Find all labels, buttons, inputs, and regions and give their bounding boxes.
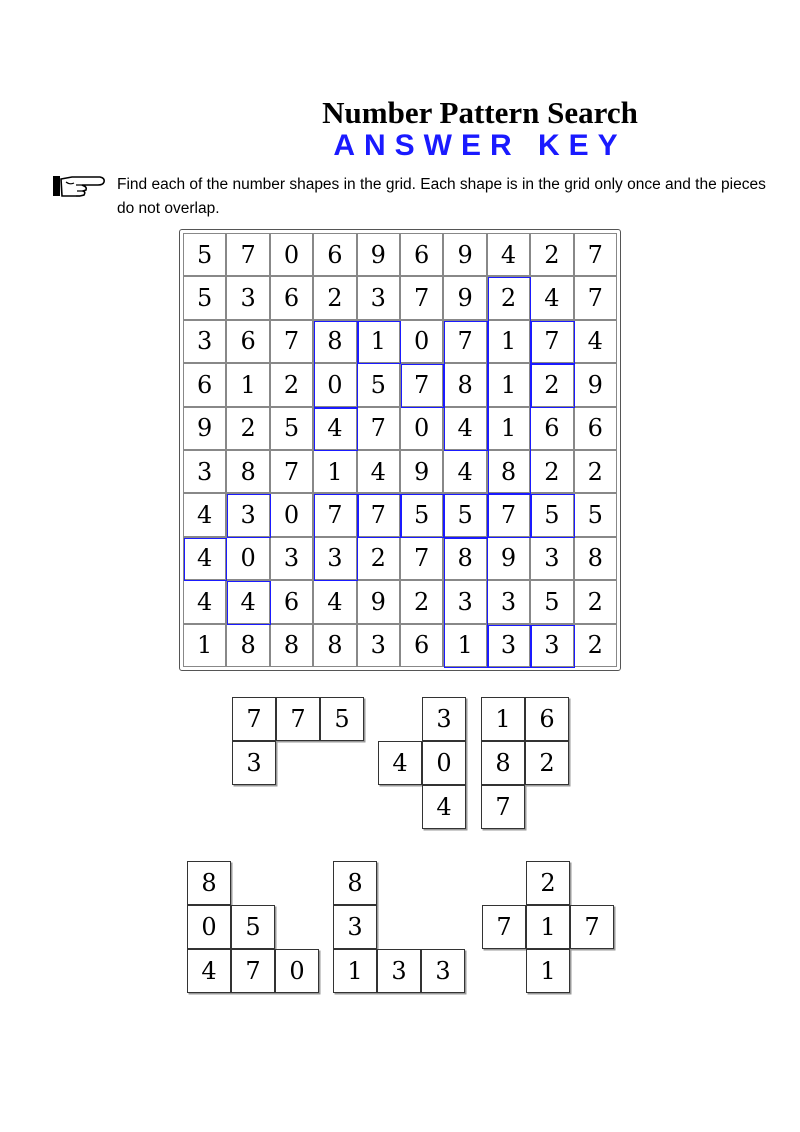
shape-cell: 4 (422, 785, 466, 829)
grid-cell: 2 (574, 450, 617, 493)
instructions-text: Find each of the number shapes in the grid. Each shape is in the grid only once and the pieces do not overlap. (117, 176, 766, 217)
grid-cell: 0 (313, 363, 356, 406)
grid-cell: 3 (183, 450, 226, 493)
grid-cell: 2 (574, 580, 617, 623)
grid-cell: 8 (443, 537, 486, 580)
grid-cell: 4 (574, 320, 617, 363)
shape-cell: 7 (231, 949, 275, 993)
grid-cell: 9 (357, 580, 400, 623)
grid-cell: 2 (400, 580, 443, 623)
grid-cell: 9 (443, 233, 486, 276)
pointing-hand-icon (52, 172, 106, 200)
shape-cell: 5 (320, 697, 364, 741)
grid-cell: 8 (270, 624, 313, 667)
shape-cell: 3 (377, 949, 421, 993)
shape-cell: 3 (232, 741, 276, 785)
grid-cell: 5 (443, 493, 486, 536)
grid-cell: 9 (400, 450, 443, 493)
grid-cell: 5 (270, 407, 313, 450)
grid-cell: 7 (226, 233, 269, 276)
grid-cell: 8 (313, 624, 356, 667)
shape-cell: 7 (482, 905, 526, 949)
shape-cell: 1 (481, 697, 525, 741)
grid-cell: 0 (400, 407, 443, 450)
grid-cell: 6 (270, 580, 313, 623)
grid-cell: 1 (487, 363, 530, 406)
shape-cell: 4 (187, 949, 231, 993)
grid-cell: 3 (443, 580, 486, 623)
grid-cell: 6 (183, 363, 226, 406)
shape-cell: 5 (231, 905, 275, 949)
shape-cell: 1 (333, 949, 377, 993)
grid-cell: 3 (357, 276, 400, 319)
shape-cell: 3 (421, 949, 465, 993)
shape-cell: 8 (333, 861, 377, 905)
shape-cell: 4 (378, 741, 422, 785)
grid-cell: 3 (226, 493, 269, 536)
shape-cell: 7 (570, 905, 614, 949)
grid-cell: 5 (183, 276, 226, 319)
grid-cell: 5 (530, 493, 573, 536)
grid-cell: 6 (574, 407, 617, 450)
grid-cell: 2 (226, 407, 269, 450)
grid-cell: 4 (313, 407, 356, 450)
shape-cell: 0 (187, 905, 231, 949)
shape-cell: 6 (525, 697, 569, 741)
grid-cell: 4 (183, 493, 226, 536)
grid-cell: 0 (270, 493, 313, 536)
shape-cell: 7 (232, 697, 276, 741)
shape-cell: 0 (275, 949, 319, 993)
grid-cell: 4 (313, 580, 356, 623)
grid-cell: 6 (226, 320, 269, 363)
grid-cell: 9 (487, 537, 530, 580)
grid-cell: 5 (357, 363, 400, 406)
grid-cell: 7 (530, 320, 573, 363)
grid-cell: 3 (530, 624, 573, 667)
shape-cell: 1 (526, 905, 570, 949)
grid-cell: 3 (183, 320, 226, 363)
grid-cell: 4 (443, 450, 486, 493)
grid-cell: 1 (226, 363, 269, 406)
shape-cell: 3 (333, 905, 377, 949)
grid-cell: 2 (270, 363, 313, 406)
answer-key-subtitle: ANSWER KEY (333, 129, 627, 162)
grid-cell: 4 (183, 580, 226, 623)
grid-cell: 3 (226, 276, 269, 319)
grid-cell: 4 (443, 407, 486, 450)
grid-cell: 7 (400, 537, 443, 580)
grid-cell: 0 (400, 320, 443, 363)
grid-cell: 6 (313, 233, 356, 276)
shape-cell: 8 (481, 741, 525, 785)
shape-cell: 0 (422, 741, 466, 785)
grid-cell: 0 (226, 537, 269, 580)
grid-cell: 8 (313, 320, 356, 363)
grid-cell: 1 (357, 320, 400, 363)
grid-cell: 8 (487, 450, 530, 493)
grid-cell: 3 (357, 624, 400, 667)
grid-cell: 7 (270, 320, 313, 363)
grid-cell: 2 (530, 363, 573, 406)
grid-cell: 9 (574, 363, 617, 406)
grid-cell: 5 (183, 233, 226, 276)
grid-cell: 0 (270, 233, 313, 276)
grid-cell: 6 (270, 276, 313, 319)
grid-cell: 2 (357, 537, 400, 580)
shape-cell: 7 (276, 697, 320, 741)
grid-cell: 3 (313, 537, 356, 580)
grid-cell: 4 (183, 537, 226, 580)
grid-cell: 9 (183, 407, 226, 450)
grid-cell: 2 (574, 624, 617, 667)
grid-cell: 9 (443, 276, 486, 319)
grid-cell: 4 (357, 450, 400, 493)
grid-cell: 1 (313, 450, 356, 493)
grid-cell: 2 (530, 450, 573, 493)
grid-cell: 4 (226, 580, 269, 623)
page-title: Number Pattern Search (322, 95, 638, 130)
grid-cell: 7 (487, 493, 530, 536)
grid-cell: 2 (487, 276, 530, 319)
grid-cell: 3 (270, 537, 313, 580)
grid-cell: 1 (443, 624, 486, 667)
grid-cell: 2 (530, 233, 573, 276)
grid-cell: 7 (574, 233, 617, 276)
grid-cell: 8 (443, 363, 486, 406)
grid-cell: 7 (270, 450, 313, 493)
shape-cell: 7 (481, 785, 525, 829)
grid-cell: 8 (574, 537, 617, 580)
shape-cell: 1 (526, 949, 570, 993)
number-grid (183, 233, 617, 667)
grid-cell: 1 (183, 624, 226, 667)
grid-cell: 1 (487, 320, 530, 363)
grid-cell: 5 (574, 493, 617, 536)
grid-cell: 6 (400, 624, 443, 667)
grid-cell: 7 (357, 407, 400, 450)
grid-cell: 6 (530, 407, 573, 450)
grid-cell: 6 (400, 233, 443, 276)
grid-cell: 7 (443, 320, 486, 363)
grid-cell: 1 (487, 407, 530, 450)
grid-cell: 7 (400, 276, 443, 319)
grid-cell: 2 (313, 276, 356, 319)
grid-cell: 8 (226, 624, 269, 667)
grid-cell: 5 (530, 580, 573, 623)
grid-cell: 4 (530, 276, 573, 319)
grid-cell: 3 (487, 624, 530, 667)
grid-cell: 7 (400, 363, 443, 406)
shape-cell: 8 (187, 861, 231, 905)
grid-cell: 9 (357, 233, 400, 276)
grid-cell: 4 (487, 233, 530, 276)
grid-cell: 7 (357, 493, 400, 536)
grid-cell: 7 (313, 493, 356, 536)
grid-cell: 8 (226, 450, 269, 493)
grid-cell: 3 (487, 580, 530, 623)
grid-cell: 5 (400, 493, 443, 536)
grid-cell: 3 (530, 537, 573, 580)
grid-cell: 7 (574, 276, 617, 319)
shape-cell: 2 (525, 741, 569, 785)
shape-cell: 2 (526, 861, 570, 905)
shape-cell: 3 (422, 697, 466, 741)
